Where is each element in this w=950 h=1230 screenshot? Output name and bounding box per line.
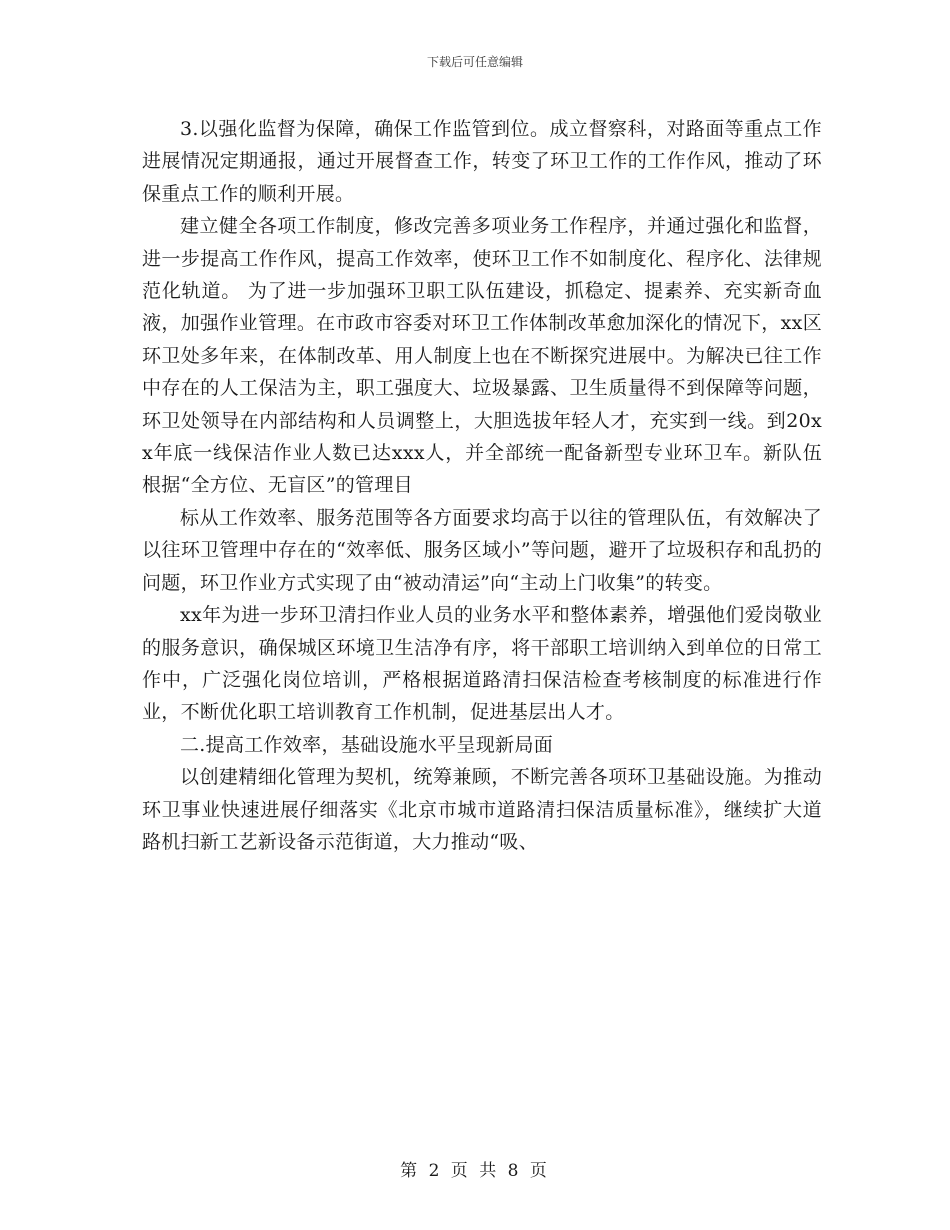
paragraph: 以创建精细化管理为契机，统筹兼顾，不断完善各项环卫基础设施。为推动环卫事业快速进展仔细落实《北京市城市道路清扫保洁质量标准》，继续扩大道路机扫新工艺新设备示范街道，大力推动“吸、 <box>142 766 822 853</box>
paragraph: 建立健全各项工作制度，修改完善多项业务工作程序，并通过强化和监督，进一步提高工作作风，提高工作效率，使环卫工作不如制度化、程序化、法律规范化轨道。 为了进一步加强环卫职工队伍建设，抓稳定、提素养、充实新奇血液，加强作业管理。在市政市容委对环卫工作体制改革愈加深化的情况下，xx区环卫处多年来，在体制改革、用人制度上也在不断探究进展中。为解决已往工作中存在的人工保洁为主，职工强度大、垃圾暴露、卫生质量得不到保障等问题，环卫处领导在内部结构和人员调整上，大胆选拔年轻人才，充实到一线。到20xx年底一线保洁作业人数已达xxx人，并全部统一配备新型专业环卫车。新队伍根据“全方位、无盲区”的管理目 <box>142 215 822 497</box>
document-body <box>142 113 822 858</box>
paragraph: xx年为进一步环卫清扫作业人员的业务水平和整体素养，增强他们爱岗敬业的服务意识，确保城区环境卫生洁净有序，将干部职工培训纳入到单位的日常工作中，广泛强化岗位培训，严格根据道路清扫保洁检查考核制度的标准进行作业，不断优化职工培训教育工作机制，促进基层出人才。 <box>142 604 822 724</box>
page-number: 第 2 页 共 8 页 <box>400 1161 550 1181</box>
paragraph: 3.以强化监督为保障，确保工作监管到位。成立督察科，对路面等重点工作进展情况定期通报，通过开展督查工作，转变了环卫工作的工作作风，推动了环保重点工作的顺利开展。 <box>142 118 822 205</box>
section-heading: 二.提高工作效率，基础设施水平呈现新局面 <box>180 733 554 756</box>
paragraph: 标从工作效率、服务范围等各方面要求均高于以往的管理队伍，有效解决了以往环卫管理中存在的“效率低、服务区域小”等问题，避开了垃圾积存和乱扔的问题，环卫作业方式实现了由“被动清运”向“主动上门收集”的转变。 <box>142 506 822 594</box>
page-header: 下载后可任意编辑 <box>426 55 523 69</box>
